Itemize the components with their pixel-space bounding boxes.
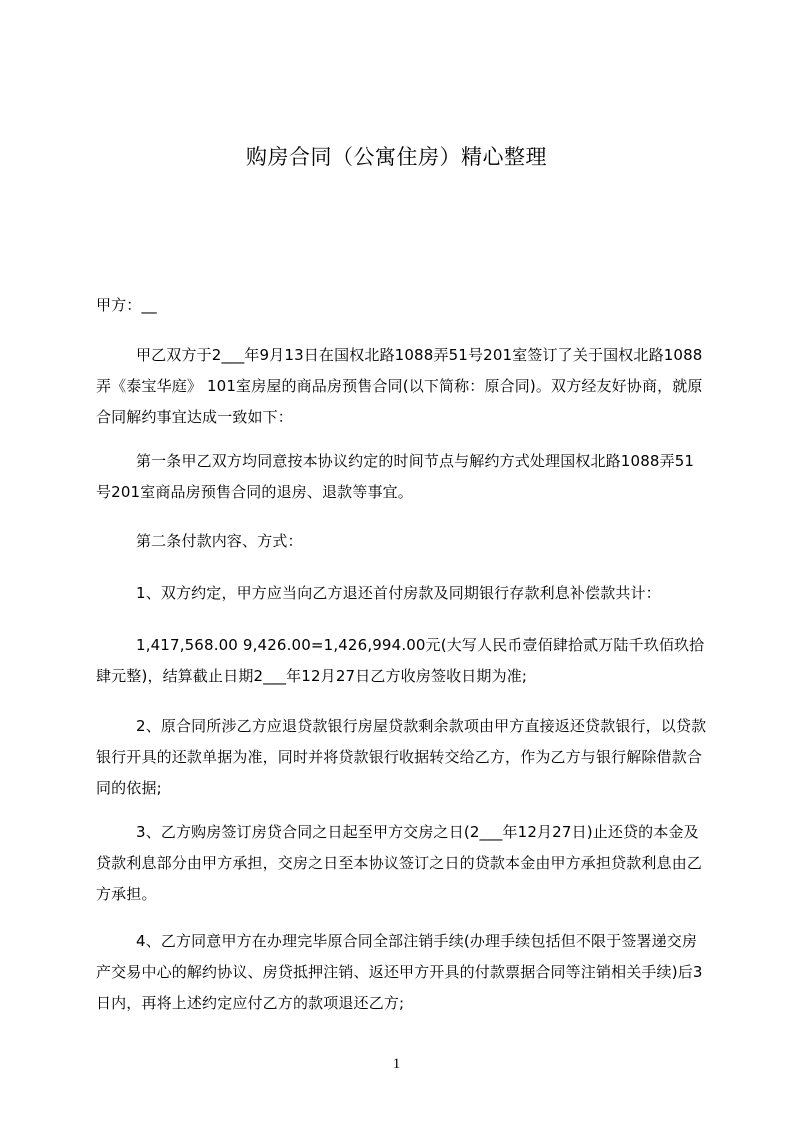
article-1-paragraph: 第一条甲乙双方均同意按本协议约定的时间节点与解约方式处理国权北路1088弄51号201室商品房预售合同的退房、退款等事宜。 [96,452,695,501]
item-1-amount-paragraph: 1,417,568.00 9,426.00=1,426,994.00元(大写人民币壹佰肆拾贰万陆千玖佰玖拾肆元整)，结算截止日期2___年12月27日乙方收房签收日期为准; [96,636,705,685]
item-1-paragraph: 1、双方约定，甲方应当向乙方退还首付房款及同期银行存款利息补偿款共计： [136,584,661,602]
item-3-paragraph: 3、乙方购房签订房贷合同之日起至甲方交房之日(2___年12月27日)止还贷的本金及贷款利息部分由甲方承担，交房之日至本协议签订之日的贷款本金由甲方承担贷款利息由乙方承担。 [96,823,703,903]
article-2-heading: 第二条付款内容、方式： [136,532,303,550]
page-number: 1 [392,1056,401,1072]
item-2-paragraph: 2、原合同所涉乙方应退贷款银行房屋贷款剩余款项由甲方直接返还贷款银行，以贷款银行开具的还款单据为准，同时并将贷款银行收据转交给乙方，作为乙方与银行解除借款合同的依据; [96,717,707,797]
party-a-line: 甲方：__ [96,296,157,314]
item-4-paragraph: 4、乙方同意甲方在办理完毕原合同全部注销手续(办理手续包括但不限于签署递交房产交易中心的解约协议、房贷抵押注销、返还甲方开具的付款票据合同等注销相关手续)后3日内，再将上述约定应付乙方的款项退还乙方; [96,932,703,1012]
document-title: 购房合同（公寓住房）精心整理 [246,145,547,169]
intro-paragraph: 甲乙双方于2___年9月13日在国权北路1088弄51号201室签订了关于国权北路1088弄《泰宝华庭》 101室房屋的商品房预售合同(以下简称：原合同)。双方经友好协商，就原合同解约事宜达成一致如下： [96,346,703,426]
